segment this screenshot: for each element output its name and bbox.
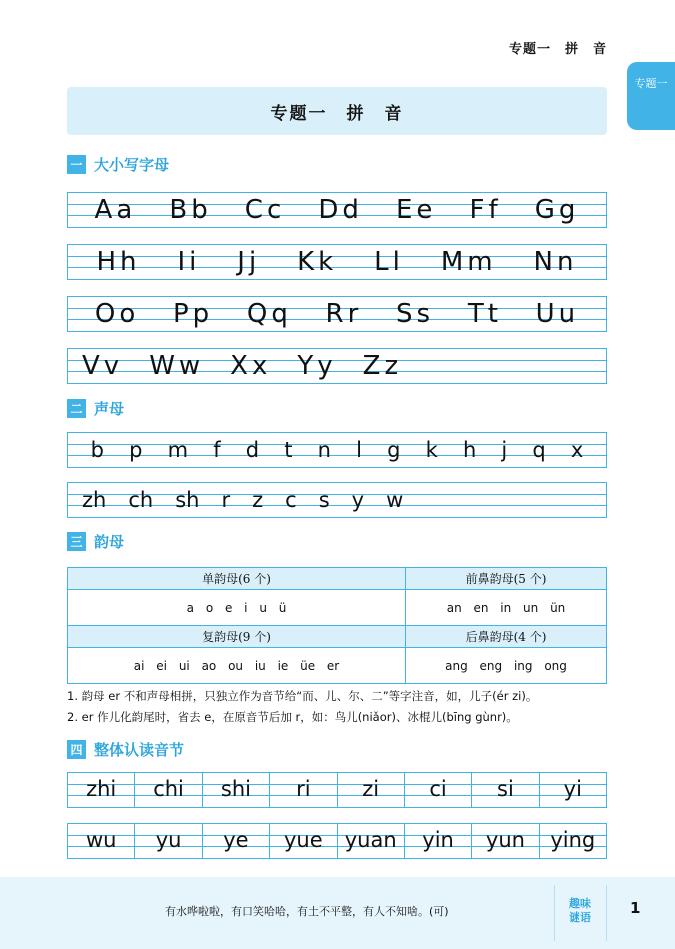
- table-cell: ai ei ui ao ou iu ie üe er: [68, 648, 406, 684]
- table-header-cell: 后鼻韵母(4 个): [406, 626, 607, 648]
- letter-pair: Oo: [94, 299, 140, 329]
- letter-pair: Vv: [82, 351, 124, 381]
- letter-pair: Dd: [318, 195, 363, 225]
- page-number: 1: [630, 899, 641, 917]
- syllable-cell: yin: [405, 823, 472, 859]
- letter-pair: Mm: [440, 247, 497, 277]
- syllable-cell: yue: [270, 823, 337, 859]
- initial: s: [318, 488, 330, 512]
- initial: l: [356, 438, 362, 462]
- riddle-tag: 趣味谜语: [569, 897, 591, 924]
- letter-pair: Yy: [297, 351, 337, 381]
- finals-table: [67, 567, 607, 684]
- section-number: 三: [67, 532, 86, 551]
- initial: k: [425, 438, 438, 462]
- chapter-side-tab[interactable]: 专题一: [627, 62, 675, 130]
- table-header-cell: 复韵母(9 个): [68, 626, 406, 648]
- section-label: 声母: [94, 400, 125, 418]
- initial: c: [285, 488, 297, 512]
- letter-pair: Pp: [172, 299, 214, 329]
- syllable-cell: yi: [540, 772, 607, 808]
- syllable-cell: ying: [540, 823, 607, 859]
- section-number: 四: [67, 740, 86, 759]
- letter-pair: Ll: [374, 247, 404, 277]
- whole-syllable-row: [67, 823, 607, 859]
- letter-pair: Uu: [535, 299, 580, 329]
- footer-divider: [554, 885, 555, 941]
- initial: sh: [175, 488, 200, 512]
- letter-pair: Cc: [244, 195, 286, 225]
- initial: p: [129, 438, 143, 462]
- letter-pair: Ff: [469, 195, 502, 225]
- letter-pair: Hh: [96, 247, 141, 277]
- section-label: 大小写字母: [94, 156, 170, 174]
- syllable-cell: zhi: [68, 772, 135, 808]
- note-1: 1. 韵母 er 不和声母相拼，只独立作为音节给“而、儿、尔、二”等字注音，如，儿子(ér zi)。: [67, 689, 538, 703]
- letter-pair: Nn: [533, 247, 578, 277]
- alphabet-row: [67, 296, 607, 332]
- initial: q: [532, 438, 546, 462]
- syllable-cell: si: [472, 772, 539, 808]
- initial: ch: [128, 488, 154, 512]
- syllable-cell: yu: [135, 823, 202, 859]
- section-heading-letters: [67, 154, 169, 175]
- letter-pair: Bb: [169, 195, 212, 225]
- initial: w: [386, 488, 404, 512]
- initial: h: [462, 438, 477, 462]
- initial: b: [90, 438, 104, 462]
- letter-pair: Ww: [149, 351, 205, 381]
- initial: zh: [82, 488, 107, 512]
- table-cell: ang eng ing ong: [406, 648, 607, 684]
- initial: f: [213, 438, 221, 462]
- note-2: 2. er 作儿化韵尾时，省去 e，在原音节后加 r，如：鸟儿(niǎor)、冰棍儿(bīng gùnr)。: [67, 710, 518, 724]
- syllable-cell: ri: [270, 772, 337, 808]
- syllable-cell: yun: [472, 823, 539, 859]
- section-number: 一: [67, 155, 86, 174]
- initials-row: [67, 482, 607, 518]
- letter-pair: Xx: [230, 351, 272, 381]
- letter-pair: Ss: [396, 299, 435, 329]
- alphabet-row: [67, 244, 607, 280]
- initial: t: [284, 438, 293, 462]
- page-title: 专题一 拼 音: [67, 87, 607, 135]
- letter-pair: Aa: [94, 195, 137, 225]
- initial: r: [221, 488, 231, 512]
- initial: x: [570, 438, 584, 462]
- syllable-cell: chi: [135, 772, 202, 808]
- initial: j: [501, 438, 508, 462]
- syllable-cell: ci: [405, 772, 472, 808]
- letter-pair: Kk: [297, 247, 338, 277]
- letter-pair: Gg: [534, 195, 580, 225]
- initial: g: [387, 438, 401, 462]
- letter-pair: Zz: [362, 351, 403, 381]
- letter-pair: Jj: [237, 247, 261, 277]
- section-number: 二: [67, 399, 86, 418]
- page-footer: [0, 877, 675, 949]
- letter-pair: Rr: [325, 299, 363, 329]
- riddle-text: 有水哗啦啦，有口笑哈哈，有土不平整，有人不知啥。(可): [165, 905, 449, 918]
- alphabet-row: [67, 192, 607, 228]
- table-header-cell: 前鼻韵母(5 个): [406, 568, 607, 590]
- section-heading-whole-syllables: [67, 739, 184, 760]
- letter-pair: Qq: [246, 299, 292, 329]
- table-cell: a o e i u ü: [68, 590, 406, 626]
- letter-pair: Ii: [177, 247, 201, 277]
- initials-row: [67, 432, 607, 468]
- syllable-cell: zi: [338, 772, 405, 808]
- footer-divider: [606, 885, 607, 941]
- whole-syllable-row: [67, 772, 607, 808]
- section-heading-initials: [67, 398, 124, 419]
- syllable-cell: ye: [203, 823, 270, 859]
- running-header: 专题一 拼 音: [508, 42, 607, 57]
- initial: m: [167, 438, 189, 462]
- alphabet-row: [67, 348, 607, 384]
- table-header-cell: 单韵母(6 个): [68, 568, 406, 590]
- initial: n: [317, 438, 331, 462]
- syllable-cell: wu: [68, 823, 135, 859]
- table-cell: an en in un ün: [406, 590, 607, 626]
- letter-pair: Ee: [395, 195, 437, 225]
- initial: y: [351, 488, 365, 512]
- section-label: 韵母: [94, 533, 125, 551]
- section-heading-finals: [67, 531, 124, 552]
- syllable-cell: yuan: [338, 823, 405, 859]
- initial: d: [245, 438, 260, 462]
- section-label: 整体认读音节: [94, 741, 185, 759]
- letter-pair: Tt: [467, 299, 502, 329]
- syllable-cell: shi: [203, 772, 270, 808]
- initial: z: [252, 488, 264, 512]
